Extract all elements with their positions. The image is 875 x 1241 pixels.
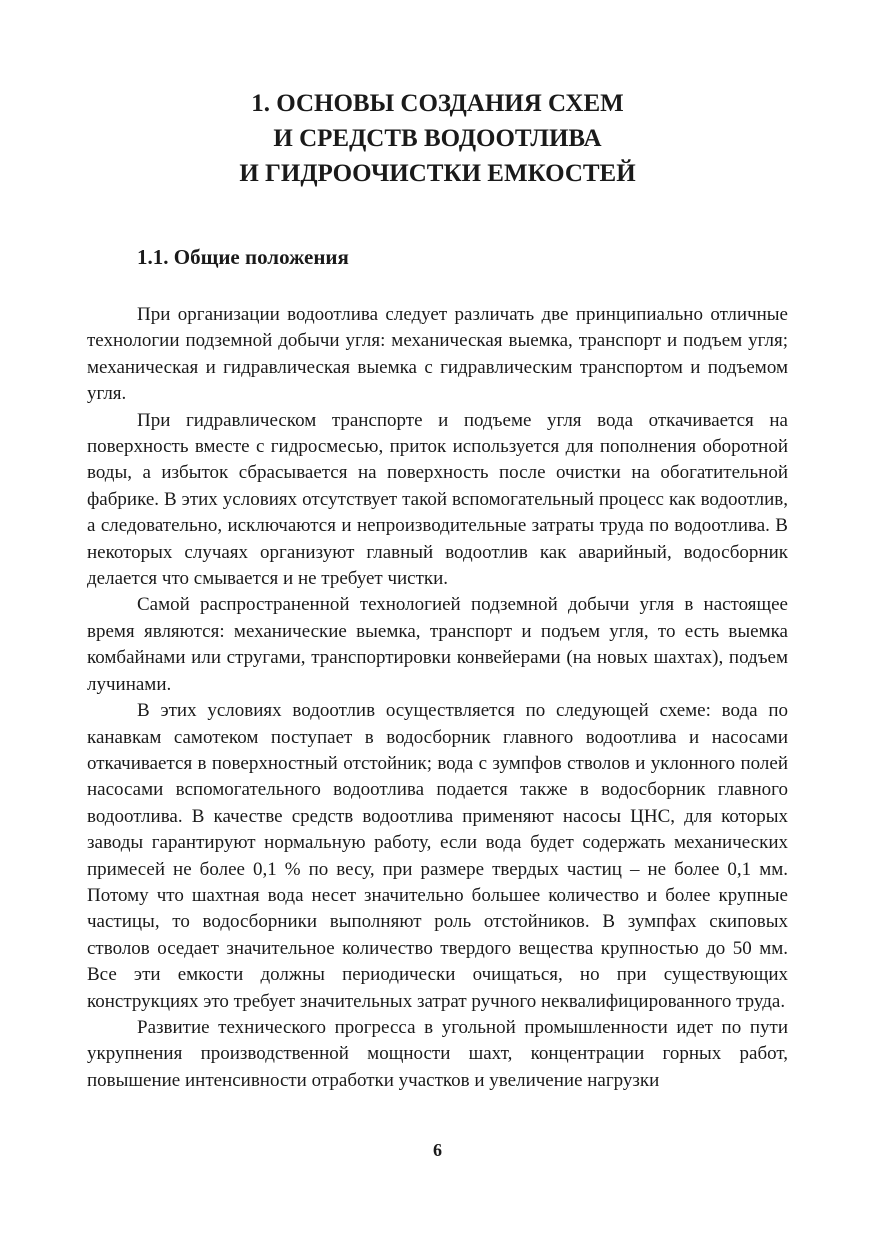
section-heading: 1.1. Общие положения — [137, 245, 349, 269]
chapter-title-line-1: 1. ОСНОВЫ СОЗДАНИЯ СХЕМ — [251, 90, 624, 117]
chapter-title — [0, 86, 875, 191]
body-text — [87, 302, 788, 1094]
paragraph-2: При гидравлическом транспорте и подъеме угля вода откачивается на поверхность вместе с гидросмесью, приток используется для пополнения оборотной воды, а избыток сбрасывается на поверхность после очистки на обогатительной фабрике. В этих условиях отсутствует такой вспомогательный процесс как водоотлив, а следовательно, исключаются и непроизводительные затраты труда по водоотлива. В некоторых случаях организуют главный водоотлив как аварийный, водосборник делается что смывается и не требует чистки. — [87, 409, 788, 590]
chapter-title-line-3: И ГИДРООЧИСТКИ ЕМКОСТЕЙ — [239, 160, 636, 187]
page-number: 6 — [433, 1140, 442, 1160]
paragraph-1: При организации водоотлива следует различать две принципиально отличные технологии подземной добычи угля: механическая выемка, транспорт и подъем угля; механическая и гидравлическая выемка с гидравлическим транспортом и подъемом угля. — [87, 304, 788, 405]
paragraph-5: Развитие технического прогресса в угольной промышленности идет по пути укрупнения производственной мощности шахт, концентрации горных работ, повышение интенсивности отработки участков и увеличение нагрузки — [87, 1016, 788, 1091]
chapter-title-line-2: И СРЕДСТВ ВОДООТЛИВА — [273, 125, 602, 152]
paragraph-3: Самой распространенной технологией подземной добычи угля в настоящее время являются: механические выемка, транспорт и подъем угля, то есть выемка комбайнами или стругами, транспортировки конвейерами (на новых шахтах), подъем лучинами. — [87, 594, 788, 695]
paragraph-4: В этих условиях водоотлив осуществляется по следующей схеме: вода по канавкам самотеком поступает в водосборник главного водоотлива и насосами откачивается в поверхностный отстойник; вода с зумпфов стволов и уклонного полей насосами вспомогательного водоотлива подается также в водосборник главного водоотлива. В качестве средств водоотлива применяют насосы ЦНС, для которых заводы гарантируют нормальную работу, если вода будет содержать механических примесей не более 0,1 % по весу, при размере твердых частиц – не более 0,1 мм. Потому что шахтная вода несет значительно большее количество и более крупные частицы, то водосборники выполняют роль отстойников. В зумпфах скиповых стволов оседает значительное количество твердого вещества крупностью до 50 мм. Все эти емкости должны периодически очищаться, но при существующих конструкциях это требует значительных затрат ручного неквалифицированного труда. — [87, 700, 788, 1012]
